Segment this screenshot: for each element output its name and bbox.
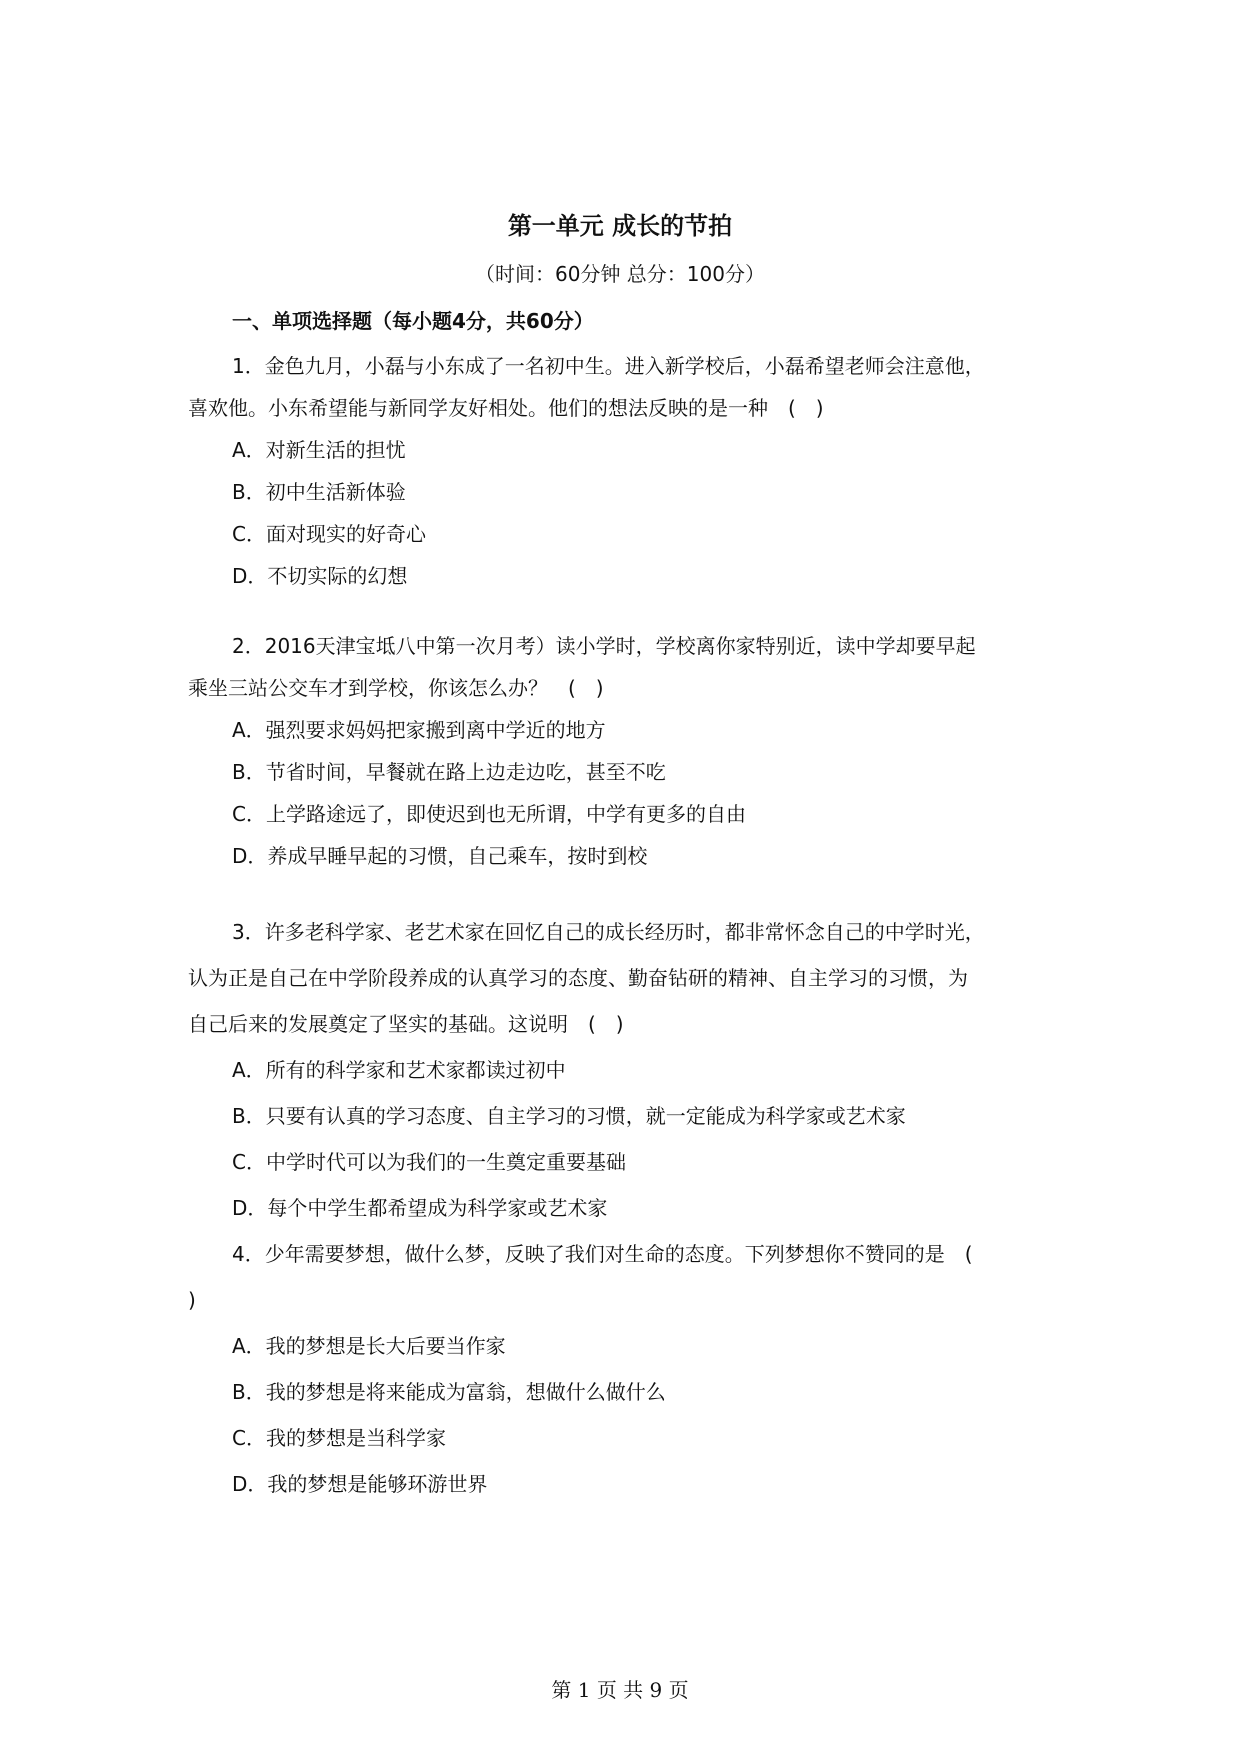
question-1-text-cont: 喜欢他。小东希望能与新同学友好相处。他们的想法反映的是一种 ( )	[188, 396, 824, 420]
question-3-option-c: C．中学时代可以为我们的一生奠定重要基础	[232, 1150, 626, 1174]
question-1-option-a: A．对新生活的担忧	[232, 438, 406, 462]
question-2-option-b: B．节省时间，早餐就在路上边走边吃，甚至不吃	[232, 760, 666, 784]
question-3-option-d: D．每个中学生都希望成为科学家或艺术家	[232, 1196, 608, 1220]
question-3-text-cont-1: 认为正是自己在中学阶段养成的认真学习的态度、勤奋钻研的精神、自主学习的习惯，为	[188, 966, 968, 990]
question-1-option-b: B．初中生活新体验	[232, 480, 406, 504]
question-2-option-c: C．上学路途远了，即使迟到也无所谓，中学有更多的自由	[232, 802, 746, 826]
question-2-text-cont: 乘坐三站公交车才到学校，你该怎么办？ ( )	[188, 676, 604, 700]
question-1-text: 1．金色九月，小磊与小东成了一名初中生。进入新学校后，小磊希望老师会注意他，	[232, 354, 985, 378]
page-title: 第一单元 成长的节拍	[507, 212, 733, 240]
question-2-option-d: D．养成早睡早起的习惯，自己乘车，按时到校	[232, 844, 648, 868]
question-4-text-cont: )	[188, 1288, 196, 1312]
question-1-option-d: D．不切实际的幻想	[232, 564, 408, 588]
question-2-option-a: A．强烈要求妈妈把家搬到离中学近的地方	[232, 718, 606, 742]
exam-info: （时间：60分钟 总分：100分）	[475, 262, 765, 286]
question-2-text: 2．2016天津宝坻八中第一次月考）读小学时，学校离你家特别近，读中学却要早起	[232, 634, 976, 658]
question-1-option-c: C．面对现实的好奇心	[232, 522, 426, 546]
question-3-text: 3．许多老科学家、老艺术家在回忆自己的成长经历时，都非常怀念自己的中学时光，	[232, 920, 985, 944]
question-3-option-b: B．只要有认真的学习态度、自主学习的习惯，就一定能成为科学家或艺术家	[232, 1104, 906, 1128]
page-footer: 第 1 页 共 9 页	[551, 1678, 689, 1702]
question-3-option-a: A．所有的科学家和艺术家都读过初中	[232, 1058, 566, 1082]
question-4-option-b: B．我的梦想是将来能成为富翁，想做什么做什么	[232, 1380, 666, 1404]
question-4-option-a: A．我的梦想是长大后要当作家	[232, 1334, 506, 1358]
question-4-option-d: D．我的梦想是能够环游世界	[232, 1472, 488, 1496]
question-3-text-cont-2: 自己后来的发展奠定了坚实的基础。这说明 ( )	[188, 1012, 624, 1036]
question-4-text: 4．少年需要梦想，做什么梦，反映了我们对生命的态度。下列梦想你不赞同的是 (	[232, 1242, 973, 1266]
question-4-option-c: C．我的梦想是当科学家	[232, 1426, 446, 1450]
section-heading: 一、单项选择题（每小题4分，共60分）	[232, 309, 594, 333]
